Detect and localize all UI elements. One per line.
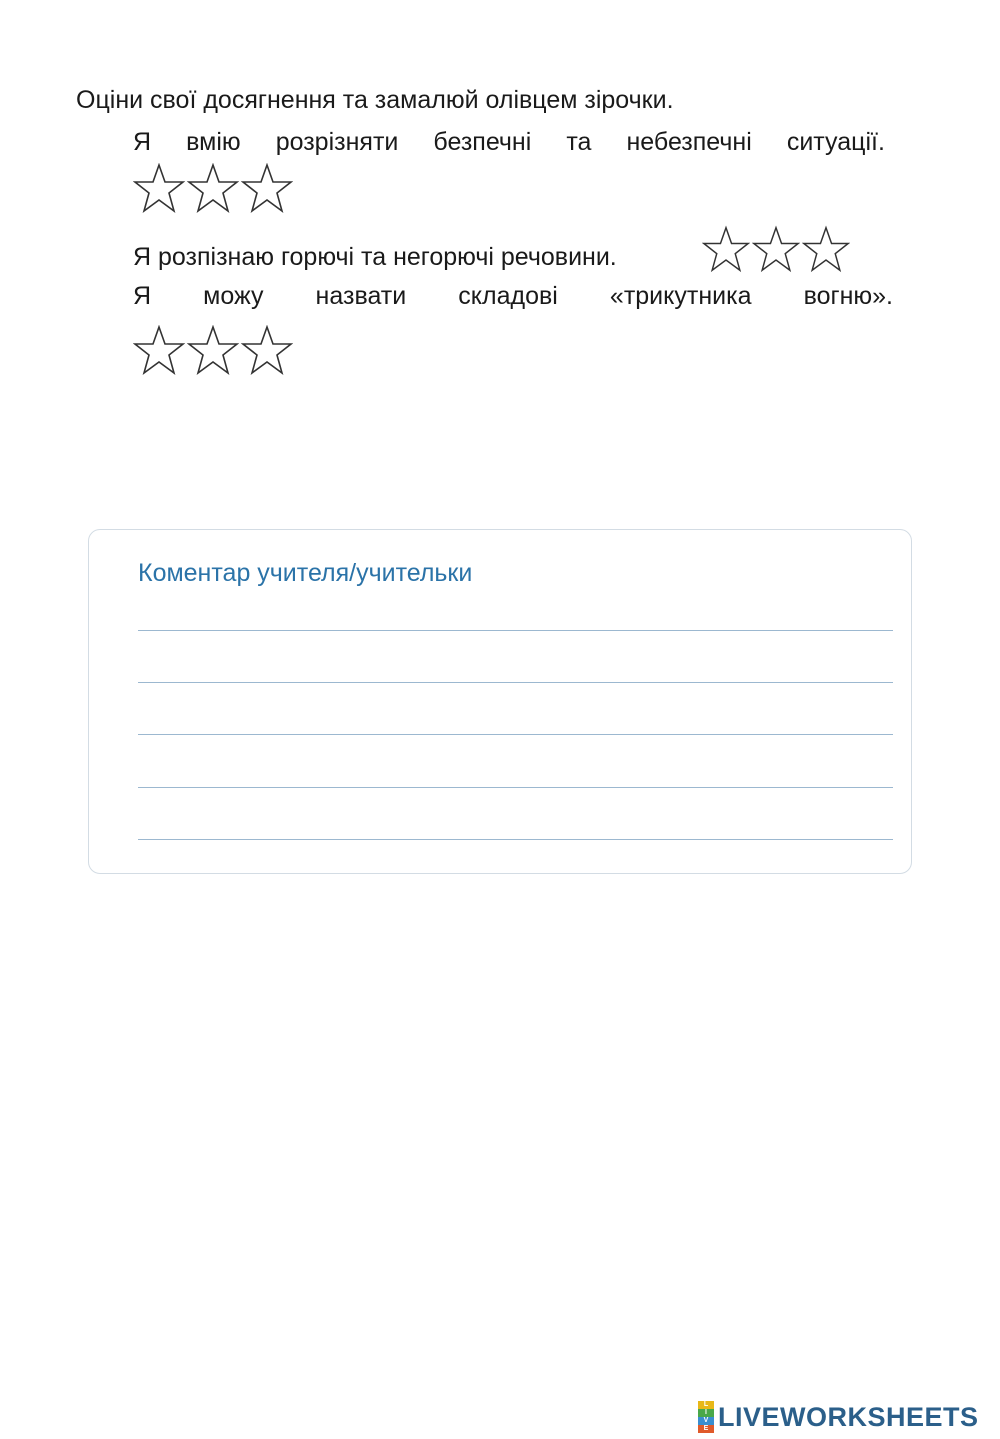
star-icon[interactable] [241, 163, 293, 213]
rating-stars-3[interactable] [133, 325, 293, 375]
comment-line[interactable] [138, 630, 893, 631]
logo-mark-letter: L [698, 1401, 714, 1409]
star-icon[interactable] [241, 325, 293, 375]
statement-word: Я [133, 128, 152, 156]
star-icon[interactable] [187, 163, 239, 213]
comment-line[interactable] [138, 839, 893, 840]
star-icon[interactable] [133, 325, 185, 375]
statement-word: та [566, 128, 592, 156]
star-icon[interactable] [187, 325, 239, 375]
star-icon[interactable] [702, 225, 750, 273]
star-icon[interactable] [802, 225, 850, 273]
logo-mark-letter: E [698, 1425, 714, 1433]
logo-mark-letter: I [698, 1409, 714, 1417]
statement-word: розрізняти [275, 128, 399, 156]
statement-3 [133, 282, 893, 311]
comment-title: Коментар учителя/учительки [138, 559, 473, 587]
statement-1 [133, 128, 885, 157]
statement-2: Я розпізнаю горючі та негорючі речовини. [133, 243, 617, 271]
instruction: Оціни свої досягнення та замалюй олівцем зірочки. [76, 86, 674, 114]
statement-word: можу [203, 282, 264, 310]
comment-line[interactable] [138, 787, 893, 788]
statement-word: складові [458, 282, 558, 310]
rating-stars-1[interactable] [133, 163, 293, 213]
logo-mark-letter: V [698, 1417, 714, 1425]
star-icon[interactable] [752, 225, 800, 273]
statement-word: безпечні [433, 128, 532, 156]
liveworksheets-logo [698, 1401, 979, 1433]
statement-word: вмію [186, 128, 241, 156]
statement-word: назвати [315, 282, 407, 310]
rating-stars-2[interactable] [702, 225, 850, 273]
comment-line[interactable] [138, 734, 893, 735]
statement-word: вогню». [803, 282, 893, 310]
star-icon[interactable] [133, 163, 185, 213]
logo-text: LIVEWORKSHEETS [718, 1401, 979, 1432]
statement-word: Я [133, 282, 152, 310]
comment-line[interactable] [138, 682, 893, 683]
statement-word: небезпечні [626, 128, 752, 156]
logo-mark-icon [698, 1401, 714, 1433]
statement-word: ситуації. [786, 128, 885, 156]
statement-word: «трикутника [609, 282, 752, 310]
